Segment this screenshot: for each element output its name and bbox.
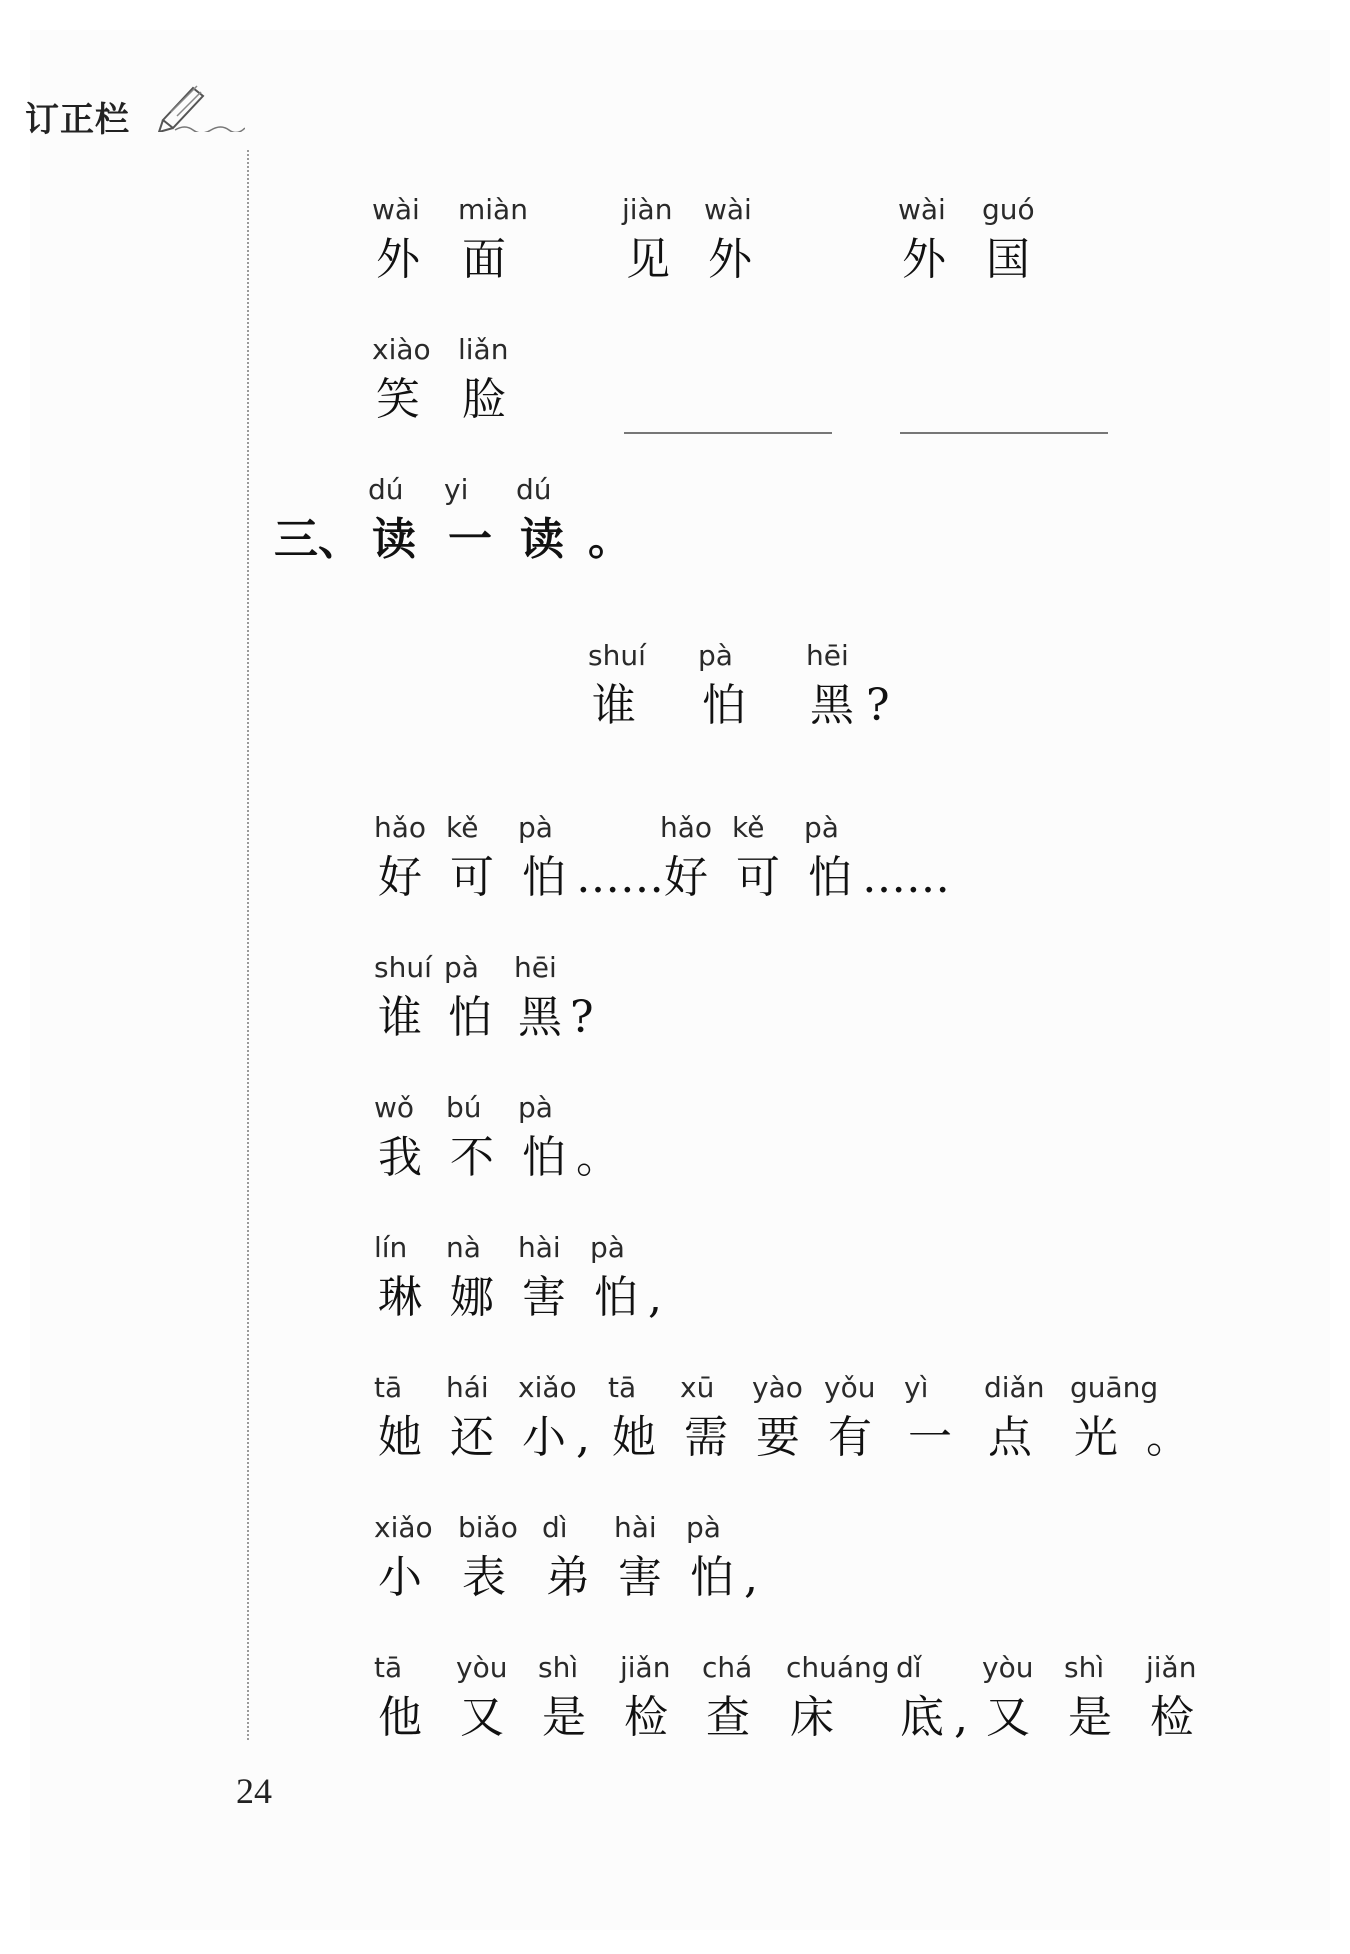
char-cell — [590, 1228, 644, 1328]
hanzi: 查 — [706, 1692, 750, 1743]
char-cell — [1146, 1648, 1196, 1748]
poem-line-4 — [374, 1228, 662, 1328]
pinyin: biǎo — [458, 1511, 518, 1544]
hanzi: 底 — [900, 1692, 944, 1743]
pinyin: wài — [898, 193, 946, 226]
pinyin: wài — [704, 193, 752, 226]
hanzi: , — [648, 1272, 662, 1323]
hanzi: 一 — [448, 514, 492, 565]
char-cell — [572, 808, 664, 908]
pinyin: yào — [752, 1371, 803, 1404]
char-cell — [444, 948, 514, 1048]
char-cell — [588, 636, 698, 736]
pinyin: tā — [374, 1371, 403, 1404]
hanzi: 床 — [790, 1692, 834, 1743]
pinyin: jiàn — [622, 193, 673, 226]
hanzi: 黑 — [810, 680, 854, 731]
char-cell — [732, 808, 804, 908]
char-cell — [622, 190, 704, 290]
char-cell — [372, 330, 458, 430]
pinyin: lín — [374, 1231, 408, 1264]
pinyin: jiǎn — [620, 1651, 671, 1684]
hanzi: …… — [576, 852, 664, 903]
hanzi: 一 — [908, 1412, 952, 1463]
hanzi: 可 — [450, 852, 494, 903]
pinyin: dì — [542, 1511, 568, 1544]
hanzi: 不 — [450, 1132, 494, 1183]
pinyin: yǒu — [824, 1371, 876, 1404]
pinyin: hái — [446, 1371, 489, 1404]
pinyin: yòu — [456, 1651, 508, 1684]
pinyin: tā — [374, 1651, 403, 1684]
char-cell — [644, 1228, 662, 1328]
char-cell — [620, 1648, 702, 1748]
hanzi: 又 — [986, 1692, 1030, 1743]
char-cell — [444, 470, 516, 570]
poem-line-3 — [374, 1088, 620, 1188]
char-cell — [804, 808, 858, 908]
pinyin: dú — [516, 473, 552, 506]
pinyin: pà — [804, 811, 839, 844]
pinyin: chá — [702, 1651, 753, 1684]
char-cell — [374, 1368, 446, 1468]
hanzi: 笑 — [376, 374, 420, 425]
hanzi: 国 — [986, 234, 1030, 285]
char-cell — [824, 1368, 904, 1468]
word-wai-guo — [898, 190, 1035, 290]
pinyin: hēi — [806, 639, 849, 672]
hanzi: 怕 — [448, 992, 492, 1043]
hanzi: 读 — [520, 514, 564, 565]
pinyin: pà — [698, 639, 733, 672]
hanzi: 脸 — [462, 374, 506, 425]
pinyin: nà — [446, 1231, 481, 1264]
hanzi: 怕 — [522, 852, 566, 903]
char-cell — [372, 190, 458, 290]
char-cell — [752, 1368, 824, 1468]
pinyin: xiào — [372, 333, 431, 366]
char-cell — [458, 1508, 542, 1608]
hanzi: 她 — [378, 1412, 422, 1463]
char-cell — [518, 1088, 572, 1188]
char-cell — [614, 1508, 686, 1608]
char-cell — [858, 808, 950, 908]
hanzi: 谁 — [378, 992, 422, 1043]
pinyin: liǎn — [458, 333, 509, 366]
char-cell — [984, 1368, 1070, 1468]
char-cell — [982, 1648, 1064, 1748]
hanzi: 可 — [736, 852, 780, 903]
char-cell — [982, 190, 1035, 290]
char-cell — [806, 636, 862, 736]
hanzi: 我 — [378, 1132, 422, 1183]
char-cell — [702, 1648, 786, 1748]
hanzi: 表 — [462, 1552, 506, 1603]
char-cell — [542, 1508, 614, 1608]
pinyin: chuáng — [786, 1651, 890, 1684]
hanzi: 黑 — [518, 992, 562, 1043]
pinyin: yòu — [982, 1651, 1034, 1684]
pinyin: hǎo — [374, 811, 427, 844]
pinyin: pà — [590, 1231, 625, 1264]
hanzi: 光 — [1074, 1412, 1118, 1463]
pinyin: shì — [538, 1651, 579, 1684]
char-cell — [1070, 1368, 1159, 1468]
char-cell — [456, 1648, 538, 1748]
hanzi: 好 — [664, 852, 708, 903]
char-cell — [698, 636, 806, 736]
hanzi: ? — [866, 680, 890, 731]
pinyin: guó — [982, 193, 1035, 226]
pinyin: dǐ — [896, 1651, 922, 1684]
char-cell — [374, 1508, 458, 1608]
char-cell — [660, 808, 732, 908]
pinyin: shì — [1064, 1651, 1105, 1684]
hanzi: 谁 — [592, 680, 636, 731]
hanzi: 需 — [684, 1412, 728, 1463]
hanzi: 。 — [576, 1132, 620, 1183]
hanzi: 小 — [522, 1412, 566, 1463]
hanzi: 他 — [378, 1692, 422, 1743]
hanzi: 怕 — [808, 852, 852, 903]
hanzi: 还 — [450, 1412, 494, 1463]
char-cell — [518, 1368, 577, 1468]
poem-line-1 — [374, 808, 950, 908]
char-cell — [704, 190, 752, 290]
hanzi: 怕 — [594, 1272, 638, 1323]
char-cell — [686, 1508, 740, 1608]
char-cell — [786, 1648, 896, 1748]
hanzi: 。 — [1146, 1412, 1190, 1463]
pinyin: pà — [444, 951, 479, 984]
poem-line-7 — [374, 1648, 1196, 1748]
pinyin: tā — [608, 1371, 637, 1404]
hanzi: 读 — [372, 514, 416, 565]
margin-divider — [247, 150, 249, 1740]
hanzi: …… — [862, 852, 950, 903]
word-wai-mian — [372, 190, 528, 290]
pinyin: pà — [518, 1091, 553, 1124]
hanzi: , — [744, 1552, 758, 1603]
pinyin: hài — [614, 1511, 657, 1544]
poem-line-6 — [374, 1508, 758, 1608]
char-cell — [374, 948, 444, 1048]
hanzi: ? — [570, 992, 594, 1043]
pinyin: pà — [518, 811, 553, 844]
char-cell — [950, 1648, 982, 1748]
char-cell — [572, 1368, 608, 1468]
pinyin: miàn — [458, 193, 528, 226]
hanzi: , — [954, 1692, 968, 1743]
word-jian-wai — [622, 190, 752, 290]
hanzi: 检 — [624, 1692, 668, 1743]
pinyin: xiǎo — [374, 1511, 433, 1544]
hanzi: 怕 — [522, 1132, 566, 1183]
char-cell — [374, 1228, 446, 1328]
hanzi: 好 — [378, 852, 422, 903]
hanzi: 有 — [828, 1412, 872, 1463]
pinyin: yì — [904, 1371, 929, 1404]
pencil-icon — [155, 82, 245, 132]
pinyin: kě — [732, 811, 765, 844]
answer-blank-2[interactable] — [900, 432, 1108, 434]
hanzi: 弟 — [546, 1552, 590, 1603]
pinyin: hǎo — [660, 811, 713, 844]
hanzi: 琳 — [378, 1272, 422, 1323]
poem-line-2 — [374, 948, 594, 1048]
pinyin: dú — [368, 473, 404, 506]
hanzi: 面 — [462, 234, 506, 285]
workbook-page — [30, 30, 1330, 1930]
section-number: 三、 — [274, 514, 362, 565]
char-cell — [1142, 1368, 1190, 1468]
char-cell — [608, 1368, 680, 1468]
hanzi: , — [576, 1412, 590, 1463]
pinyin: wài — [372, 193, 420, 226]
char-cell — [862, 636, 890, 736]
char-cell — [898, 190, 982, 290]
poem-title — [588, 636, 890, 736]
pinyin: yi — [444, 473, 469, 506]
hanzi: 外 — [708, 234, 752, 285]
pinyin: shuí — [588, 639, 646, 672]
hanzi: 。 — [588, 514, 632, 565]
char-cell — [740, 1508, 758, 1608]
answer-blank-1[interactable] — [624, 432, 832, 434]
hanzi: 要 — [756, 1412, 800, 1463]
pinyin: wǒ — [374, 1091, 415, 1124]
word-xiao-lian — [372, 330, 508, 430]
poem-line-5 — [374, 1368, 1190, 1468]
hanzi: 娜 — [450, 1272, 494, 1323]
pinyin: hēi — [514, 951, 557, 984]
section-heading — [270, 470, 632, 570]
pinyin: kě — [446, 811, 479, 844]
char-cell — [446, 808, 518, 908]
char-cell — [904, 1368, 984, 1468]
hanzi: 外 — [376, 234, 420, 285]
hanzi: 又 — [460, 1692, 504, 1743]
pinyin: guāng — [1070, 1371, 1159, 1404]
pinyin: xiǎo — [518, 1371, 577, 1404]
hanzi: 害 — [522, 1272, 566, 1323]
char-cell — [584, 470, 632, 570]
char-cell — [270, 470, 368, 570]
hanzi: 怕 — [702, 680, 746, 731]
hanzi: 害 — [618, 1552, 662, 1603]
char-cell — [514, 948, 566, 1048]
char-cell — [680, 1368, 752, 1468]
char-cell — [368, 470, 444, 570]
char-cell — [1064, 1648, 1146, 1748]
char-cell — [572, 1088, 620, 1188]
char-cell — [566, 948, 594, 1048]
char-cell — [374, 1088, 446, 1188]
char-cell — [458, 190, 528, 290]
char-cell — [374, 808, 446, 908]
hanzi: 怕 — [690, 1552, 734, 1603]
hanzi: 见 — [626, 234, 670, 285]
hanzi: 检 — [1150, 1692, 1194, 1743]
page-number: 24 — [236, 1771, 272, 1811]
char-cell — [518, 1228, 590, 1328]
hanzi: 是 — [1068, 1692, 1112, 1743]
hanzi: 点 — [988, 1412, 1032, 1463]
hanzi: 是 — [542, 1692, 586, 1743]
hanzi: 小 — [378, 1552, 422, 1603]
char-cell — [516, 470, 584, 570]
char-cell — [458, 330, 508, 430]
pinyin: shuí — [374, 951, 432, 984]
hanzi: 外 — [902, 234, 946, 285]
char-cell — [538, 1648, 620, 1748]
pinyin: xū — [680, 1371, 715, 1404]
hanzi: 她 — [612, 1412, 656, 1463]
pinyin: pà — [686, 1511, 721, 1544]
char-cell — [518, 808, 572, 908]
char-cell — [446, 1228, 518, 1328]
char-cell — [374, 1648, 456, 1748]
pinyin: diǎn — [984, 1371, 1045, 1404]
pinyin: hài — [518, 1231, 561, 1264]
corrections-column-label: 订正栏 — [25, 100, 130, 140]
char-cell — [446, 1088, 518, 1188]
char-cell — [896, 1648, 950, 1748]
pinyin: jiǎn — [1146, 1651, 1197, 1684]
pinyin: bú — [446, 1091, 482, 1124]
char-cell — [446, 1368, 518, 1468]
